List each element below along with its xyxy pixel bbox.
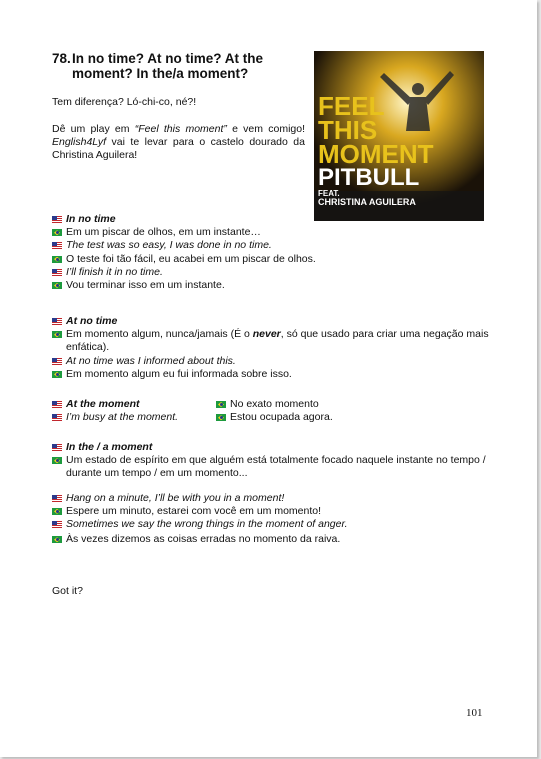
intro-line-1: Tem diferença? Ló-chi-co, né?!	[52, 96, 197, 108]
us-flag-icon	[52, 242, 62, 249]
lesson-title-line-2: moment? In the/a moment?	[72, 66, 249, 81]
us-flag-icon	[52, 358, 62, 365]
us-flag-icon	[52, 444, 62, 451]
brazil-flag-icon	[52, 457, 62, 464]
intro-paragraph	[52, 123, 305, 162]
example-en: At no time was I informed about this.	[66, 354, 236, 367]
example-pt: Em momento algum eu fui informada sobre isso.	[66, 367, 292, 380]
lesson-number: 78.	[52, 51, 71, 66]
intro-text-b: e vem comigo!	[226, 123, 305, 135]
brazil-flag-icon	[52, 282, 62, 289]
album-feat: FEAT.	[318, 189, 340, 198]
brazil-flag-icon	[52, 229, 62, 236]
definition-text-a: Em momento algum, nunca/jamais (É o	[66, 328, 253, 341]
brand-name: English4Lyf	[52, 136, 107, 148]
definition-pt: Um estado de espírito em que alguém está totalmente focado naquele instante no tempo / durante um tempo / em um momento...	[66, 454, 486, 480]
example-pt: Às vezes dizemos as coisas erradas no momento da raiva.	[66, 533, 341, 546]
definition-highlight: never	[252, 328, 281, 341]
intro-text-a: Dê um play em	[52, 123, 135, 135]
brazil-flag-icon	[52, 536, 62, 543]
example-pt: O teste foi tão fácil, eu acabei em um piscar de olhos.	[66, 252, 316, 265]
section-in-no-time	[52, 213, 492, 292]
brazil-flag-icon	[52, 508, 62, 515]
intro-line-2	[52, 123, 305, 162]
section-at-no-time	[52, 315, 492, 381]
brazil-flag-icon	[52, 331, 62, 338]
definition-pt: No exato momento	[230, 398, 319, 410]
us-flag-icon	[52, 495, 62, 502]
example-en: The test was so easy, I was done in no time.	[66, 239, 272, 252]
closing-text: Got it?	[52, 585, 83, 597]
album-featured-artist: CHRISTINA AGUILERA	[318, 197, 416, 207]
album-title-line-3: MOMENT	[318, 139, 434, 169]
intro-question	[52, 96, 305, 109]
example-pt: Estou ocupada agora.	[230, 411, 333, 424]
us-flag-icon	[52, 269, 62, 276]
us-flag-icon	[52, 216, 62, 223]
us-flag-icon	[52, 318, 62, 325]
section-heading: At the moment	[66, 398, 140, 410]
us-flag-icon	[52, 414, 62, 421]
section-heading: In the / a moment	[66, 441, 153, 453]
album-title-line-1: FEEL	[318, 91, 385, 121]
page-number: 101	[466, 707, 483, 719]
example-pt: Espere um minuto, estarei com você em um momento!	[66, 504, 322, 517]
section-heading: In no time	[66, 213, 116, 225]
example-pt: Vou terminar isso em um instante.	[66, 279, 225, 292]
album-title-line-2: THIS	[318, 115, 378, 145]
example-en: I’ll finish it in no time.	[66, 265, 163, 278]
song-name: “Feel this moment”	[134, 123, 227, 135]
album-artist: PITBULL	[318, 164, 420, 191]
example-en: I’m busy at the moment.	[66, 411, 179, 424]
brazil-flag-icon	[216, 414, 226, 421]
brazil-flag-icon	[52, 371, 62, 378]
us-flag-icon	[52, 521, 62, 528]
definition-pt	[66, 328, 492, 354]
intro-text-c: vai te levar para o castelo dourado da Christina Aguilera!	[52, 136, 305, 161]
example-en: Sometimes we say the wrong things in the moment of anger.	[66, 518, 348, 531]
definition-pt: Em um piscar de olhos, em um instante…	[66, 226, 261, 239]
definition-text-c: , só que usado para criar uma negação mais enfática).	[66, 328, 489, 354]
example-en: Hang on a minute, I’ll be with you in a moment!	[66, 491, 285, 504]
us-flag-icon	[52, 401, 62, 408]
brazil-flag-icon	[52, 256, 62, 263]
lesson-title-line-1: In no time? At no time? At the	[72, 51, 263, 66]
brazil-flag-icon	[216, 401, 226, 408]
section-heading: At no time	[66, 315, 118, 327]
section-in-the-a-moment	[52, 441, 492, 546]
album-cover-image	[314, 51, 484, 221]
